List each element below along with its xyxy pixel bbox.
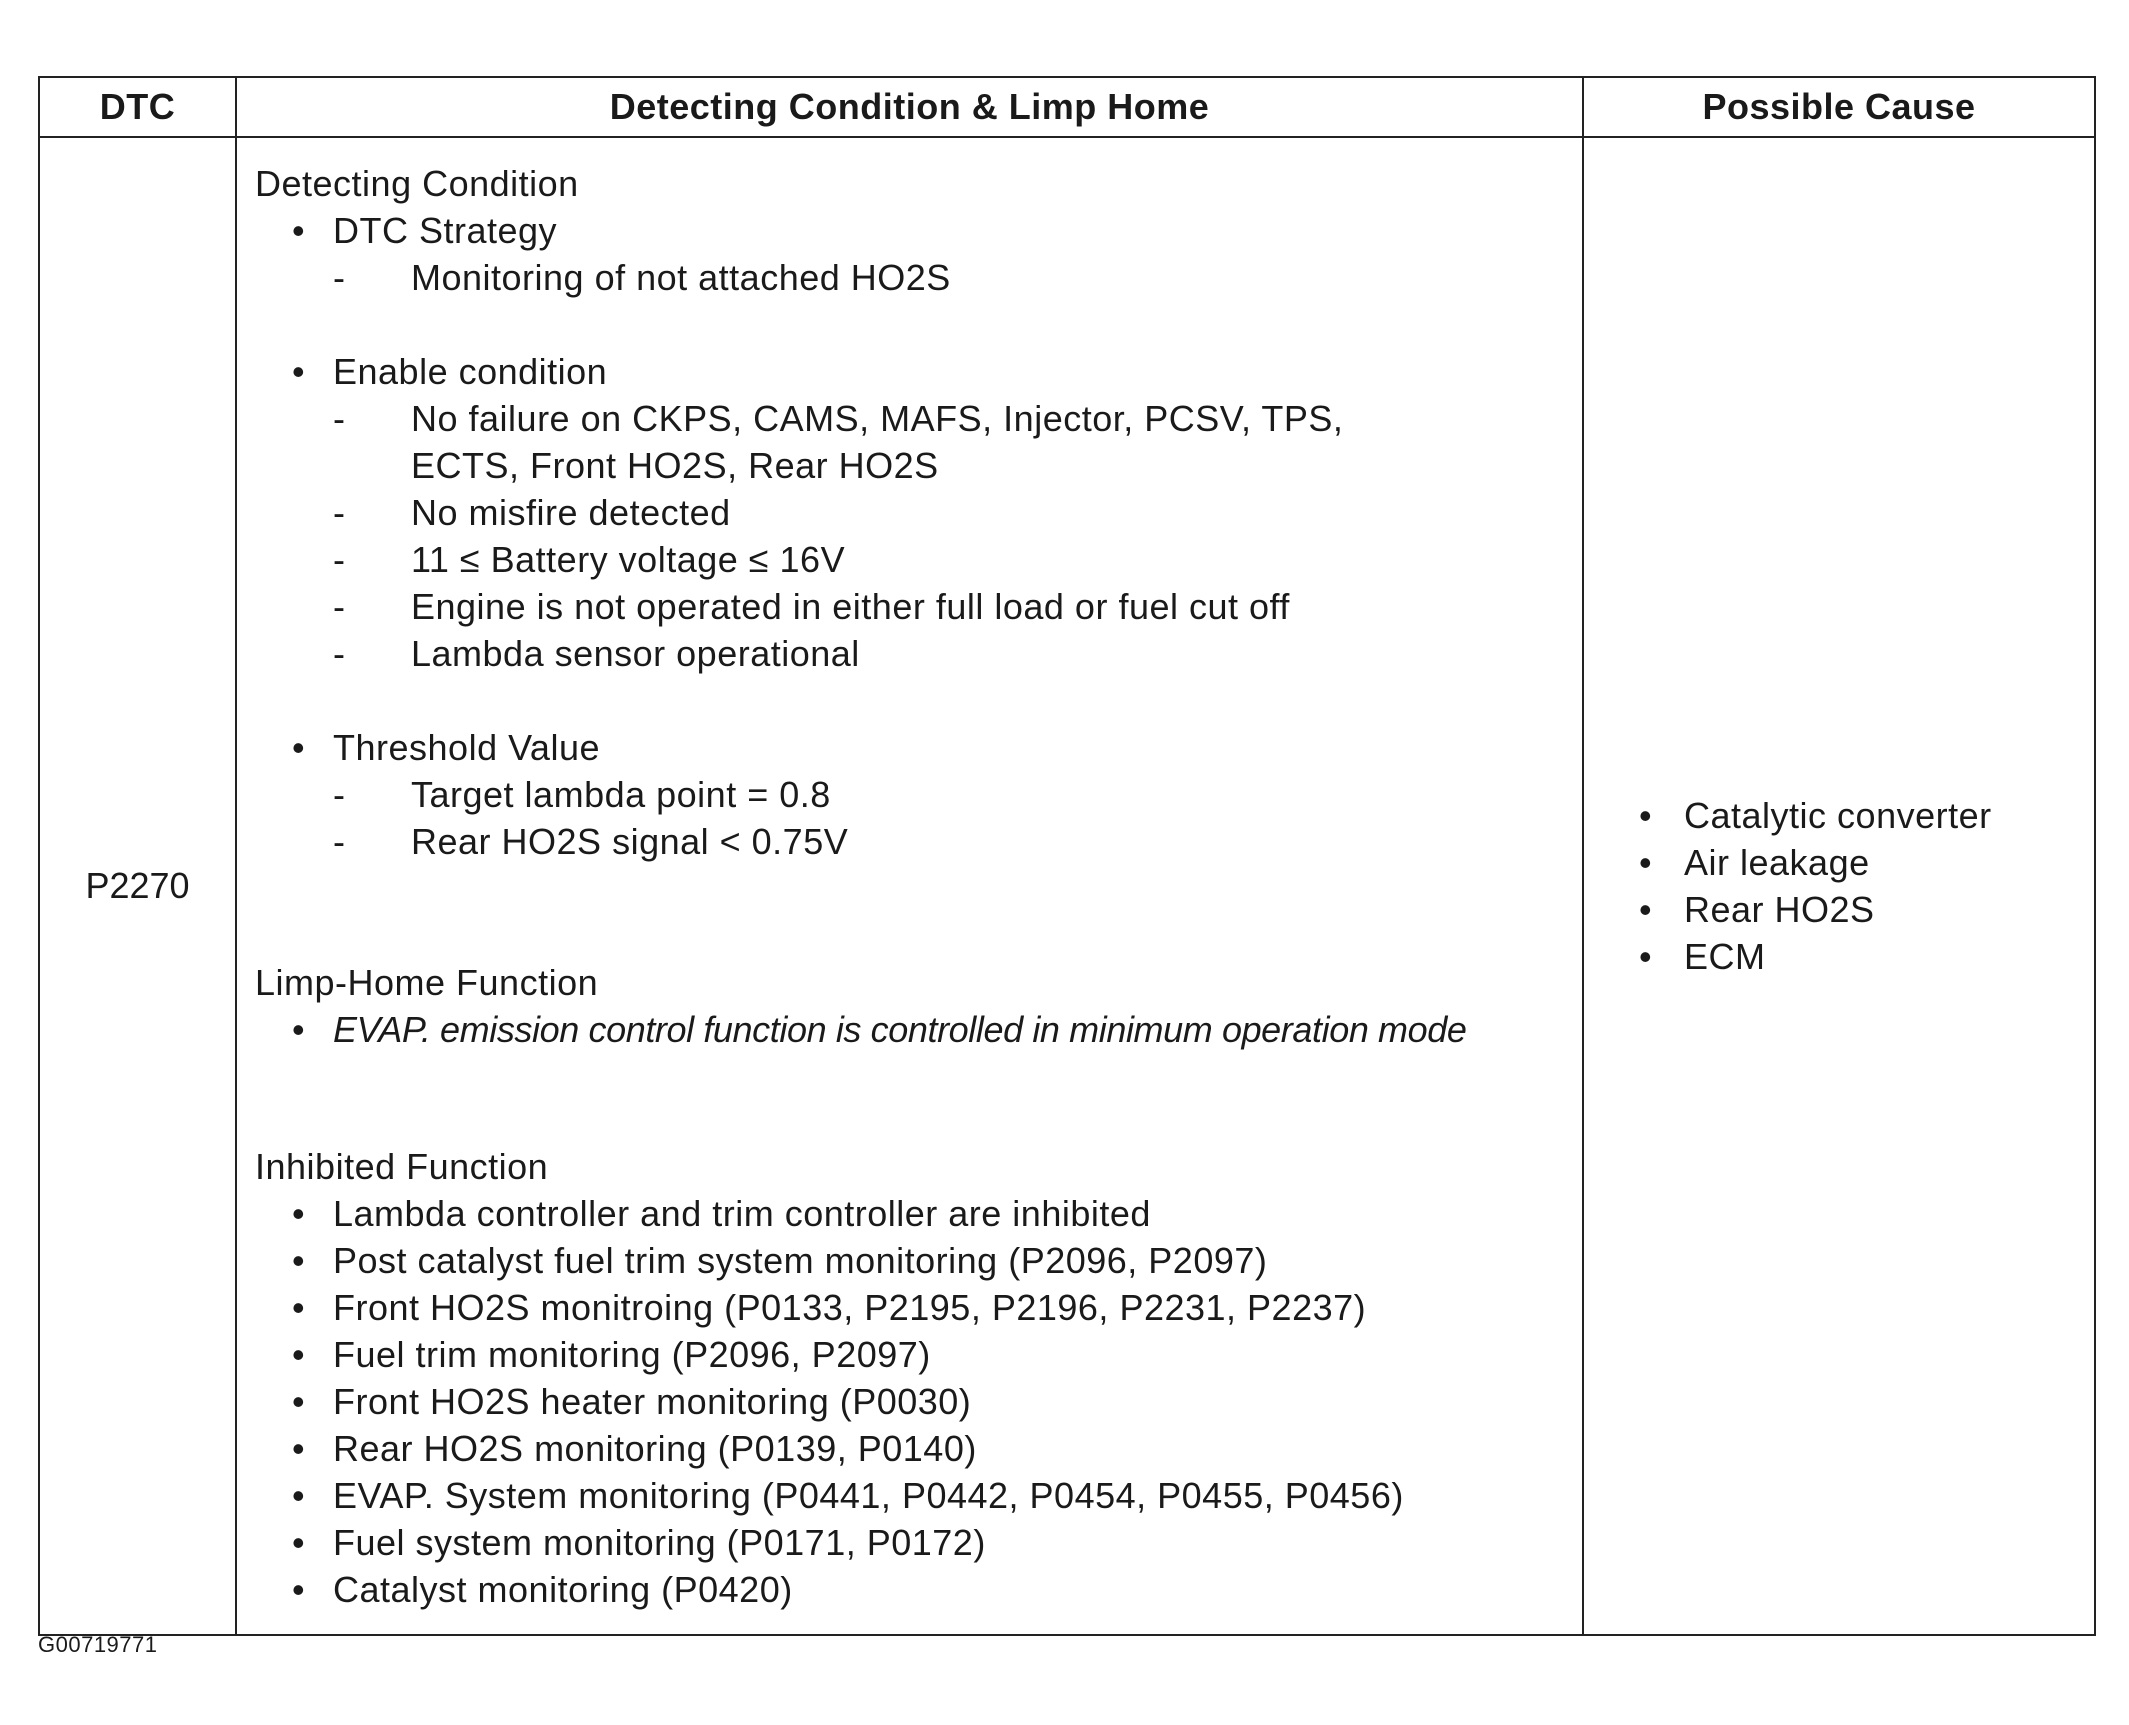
bullet-icon: • <box>292 1334 306 1375</box>
list-item <box>1639 839 2094 886</box>
inhibited-item: Rear HO2S monitoring (P0139, P0140) <box>333 1428 977 1469</box>
header-possible-cause: Possible Cause <box>1583 77 2095 137</box>
list-item <box>255 1425 1582 1472</box>
inhibited-item: Front HO2S monitroing (P0133, P2195, P2196, P2231, P2237) <box>333 1287 1367 1328</box>
bullet-icon: • <box>1639 842 1653 883</box>
inhibited-item: Catalyst monitoring (P0420) <box>333 1569 793 1610</box>
inhibited-item: Fuel system monitoring (P0171, P0172) <box>333 1522 986 1563</box>
bullet-icon: • <box>292 1009 306 1050</box>
list-item <box>255 254 1582 301</box>
list-item <box>255 1519 1582 1566</box>
cause-item: Rear HO2S <box>1684 889 1875 930</box>
bullet-icon: • <box>292 1381 306 1422</box>
list-item <box>255 1472 1582 1519</box>
dash-icon: - <box>333 633 346 674</box>
list-item <box>255 818 1582 865</box>
condition-cell <box>236 137 1583 1635</box>
dash-icon: - <box>333 492 346 533</box>
header-dtc: DTC <box>39 77 236 137</box>
list-item <box>255 348 1582 395</box>
list-item <box>1639 792 2094 839</box>
threshold-label: Threshold Value <box>333 727 600 768</box>
list-item <box>255 771 1582 818</box>
bullet-icon: • <box>292 210 306 251</box>
list-item <box>255 1190 1582 1237</box>
figure-id: G00719771 <box>38 1632 158 1657</box>
bullet-icon: • <box>292 1522 306 1563</box>
bullet-icon: • <box>292 727 306 768</box>
list-item <box>255 1006 1582 1053</box>
list-item <box>255 1237 1582 1284</box>
dash-icon: - <box>333 539 346 580</box>
inhibited-function-title: Inhibited Function <box>255 1146 549 1187</box>
strategy-label: DTC Strategy <box>333 210 558 251</box>
list-item <box>1639 933 2094 980</box>
list-item <box>255 395 1582 442</box>
list-item <box>255 1378 1582 1425</box>
dash-icon: - <box>333 257 346 298</box>
list-item <box>255 583 1582 630</box>
inhibited-item: Post catalyst fuel trim system monitoring (P2096, P2097) <box>333 1240 1268 1281</box>
dtc-table <box>38 76 2096 1636</box>
enable-item: No misfire detected <box>411 492 731 533</box>
list-item <box>255 1566 1582 1613</box>
enable-item: 11 ≤ Battery voltage ≤ 16V <box>411 539 846 580</box>
list-item <box>255 1284 1582 1331</box>
dash-icon: - <box>333 586 346 627</box>
bullet-icon: • <box>1639 889 1653 930</box>
cause-item: Catalytic converter <box>1684 795 1992 836</box>
list-item <box>255 536 1582 583</box>
bullet-icon: • <box>292 1240 306 1281</box>
strategy-item: Monitoring of not attached HO2S <box>411 257 951 298</box>
threshold-item: Rear HO2S signal < 0.75V <box>411 821 849 862</box>
possible-cause-cell <box>1583 137 2095 1635</box>
bullet-icon: • <box>292 1287 306 1328</box>
bullet-icon: • <box>292 1475 306 1516</box>
list-item <box>255 630 1582 677</box>
enable-label: Enable condition <box>333 351 608 392</box>
dash-icon: - <box>333 821 346 862</box>
dtc-code: P2270 <box>39 137 236 1635</box>
inhibited-item: Fuel trim monitoring (P2096, P2097) <box>333 1334 931 1375</box>
bullet-icon: • <box>292 351 306 392</box>
list-item <box>255 1331 1582 1378</box>
enable-item: Engine is not operated in either full load or fuel cut off <box>411 586 1290 627</box>
dash-icon: - <box>333 774 346 815</box>
enable-item: ECTS, Front HO2S, Rear HO2S <box>411 445 939 486</box>
bullet-icon: • <box>292 1569 306 1610</box>
header-condition: Detecting Condition & Limp Home <box>236 77 1583 137</box>
bullet-icon: • <box>292 1428 306 1469</box>
list-item-continued <box>255 442 1582 489</box>
threshold-item: Target lambda point = 0.8 <box>411 774 831 815</box>
inhibited-item: Lambda controller and trim controller are inhibited <box>333 1193 1151 1234</box>
limp-home-title: Limp-Home Function <box>255 962 599 1003</box>
bullet-icon: • <box>1639 795 1653 836</box>
bullet-icon: • <box>1639 936 1653 977</box>
inhibited-item: EVAP. System monitoring (P0441, P0442, P0454, P0455, P0456) <box>333 1475 1404 1516</box>
list-item <box>255 207 1582 254</box>
header-row <box>39 77 2095 137</box>
bullet-icon: • <box>292 1193 306 1234</box>
inhibited-item: Front HO2S heater monitoring (P0030) <box>333 1381 972 1422</box>
dash-icon: - <box>333 398 346 439</box>
list-item <box>255 724 1582 771</box>
list-item <box>255 489 1582 536</box>
enable-item: No failure on CKPS, CAMS, MAFS, Injector, PCSV, TPS, <box>411 398 1344 439</box>
list-item <box>1639 886 2094 933</box>
limp-home-item: EVAP. emission control function is controlled in minimum operation mode <box>333 1009 1467 1050</box>
table-row <box>39 137 2095 1635</box>
detecting-condition-title: Detecting Condition <box>255 163 579 204</box>
cause-item: Air leakage <box>1684 842 1870 883</box>
enable-item: Lambda sensor operational <box>411 633 860 674</box>
cause-item: ECM <box>1684 936 1766 977</box>
